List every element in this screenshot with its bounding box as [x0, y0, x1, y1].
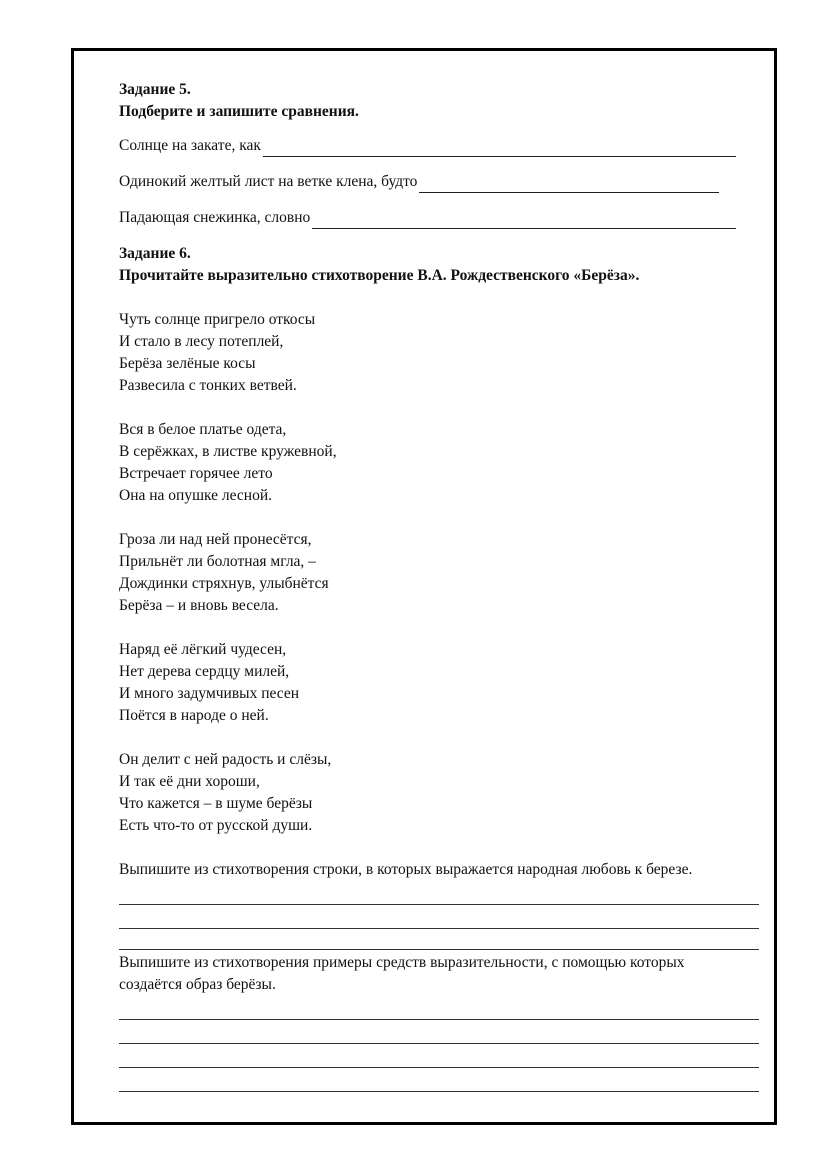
poem-line: Прильнёт ли болотная мгла, –	[119, 553, 316, 570]
poem-line: Есть что-то от русской души.	[119, 817, 313, 834]
question-2-line-2: создаётся образ берёзы.	[119, 976, 276, 993]
comparison-line-2[interactable]	[119, 171, 764, 193]
poem-line: Берёза – и вновь весела.	[119, 597, 279, 614]
poem-line: И так её дни хороши,	[119, 773, 260, 790]
poem-line: Встречает горячее лето	[119, 465, 273, 482]
answer-line-q1-2[interactable]	[119, 905, 759, 929]
poem-line: Вся в белое платье одета,	[119, 421, 287, 438]
poem-line: Поётся в народе о ней.	[119, 707, 269, 724]
poem-line: И стало в лесу потеплей,	[119, 333, 284, 350]
comparison-prompt-1: Солнце на закате, как	[119, 137, 261, 154]
stanza-3	[119, 529, 764, 617]
stanza-5	[119, 749, 764, 837]
poem-line: Нет дерева сердцу милей,	[119, 663, 290, 680]
poem-line: Что кажется – в шуме берёзы	[119, 795, 313, 812]
poem-line: Чуть солнце пригрело откосы	[119, 311, 316, 328]
answer-line-q2-3[interactable]	[119, 1044, 759, 1068]
task6-instruction: Прочитайте выразительно стихотворение В.А. Рождественского «Берёза».	[119, 267, 640, 284]
stanza-2	[119, 419, 764, 507]
comparison-answer-1[interactable]	[263, 138, 736, 157]
poem-line: Гроза ли над ней пронесётся,	[119, 531, 312, 548]
stanza-4	[119, 639, 764, 727]
comparison-prompt-2: Одинокий желтый лист на ветке клена, будто	[119, 173, 418, 190]
poem-line: И много задумчивых песен	[119, 685, 300, 702]
comparison-prompt-3: Падающая снежинка, словно	[119, 209, 311, 226]
answer-line-q1-3[interactable]	[119, 929, 759, 950]
task6-title: Задание 6.	[119, 245, 191, 262]
poem-line: Наряд её лёгкий чудесен,	[119, 641, 287, 658]
poem-line: В серёжках, в листве кружевной,	[119, 443, 337, 460]
poem-line: Она на опушке лесной.	[119, 487, 273, 504]
question-1: Выпишите из стихотворения строки, в которых выражается народная любовь к березе.	[119, 861, 693, 878]
answer-line-q1-1[interactable]	[119, 881, 759, 905]
poem-line: Развесила с тонких ветвей.	[119, 377, 297, 394]
poem-line: Он делит с ней радость и слёзы,	[119, 751, 332, 768]
question-2-line-1: Выпишите из стихотворения примеры средств выразительности, с помощью которых	[119, 954, 685, 971]
comparison-line-3[interactable]	[119, 207, 764, 229]
task5-title: Задание 5.	[119, 81, 191, 98]
poem-line: Берёза зелёные косы	[119, 355, 256, 372]
poem-line: Дождинки стряхнув, улыбнётся	[119, 575, 329, 592]
stanza-1	[119, 309, 764, 397]
comparison-answer-2[interactable]	[419, 174, 719, 193]
worksheet-content	[119, 79, 764, 1092]
poem	[119, 309, 764, 837]
answer-line-q2-2[interactable]	[119, 1020, 759, 1044]
task5-instruction: Подберите и запишите сравнения.	[119, 103, 359, 120]
comparison-answer-3[interactable]	[312, 210, 736, 229]
answer-line-q2-4[interactable]	[119, 1068, 759, 1092]
answer-line-q2-1[interactable]	[119, 996, 759, 1020]
comparison-line-1[interactable]	[119, 135, 764, 157]
